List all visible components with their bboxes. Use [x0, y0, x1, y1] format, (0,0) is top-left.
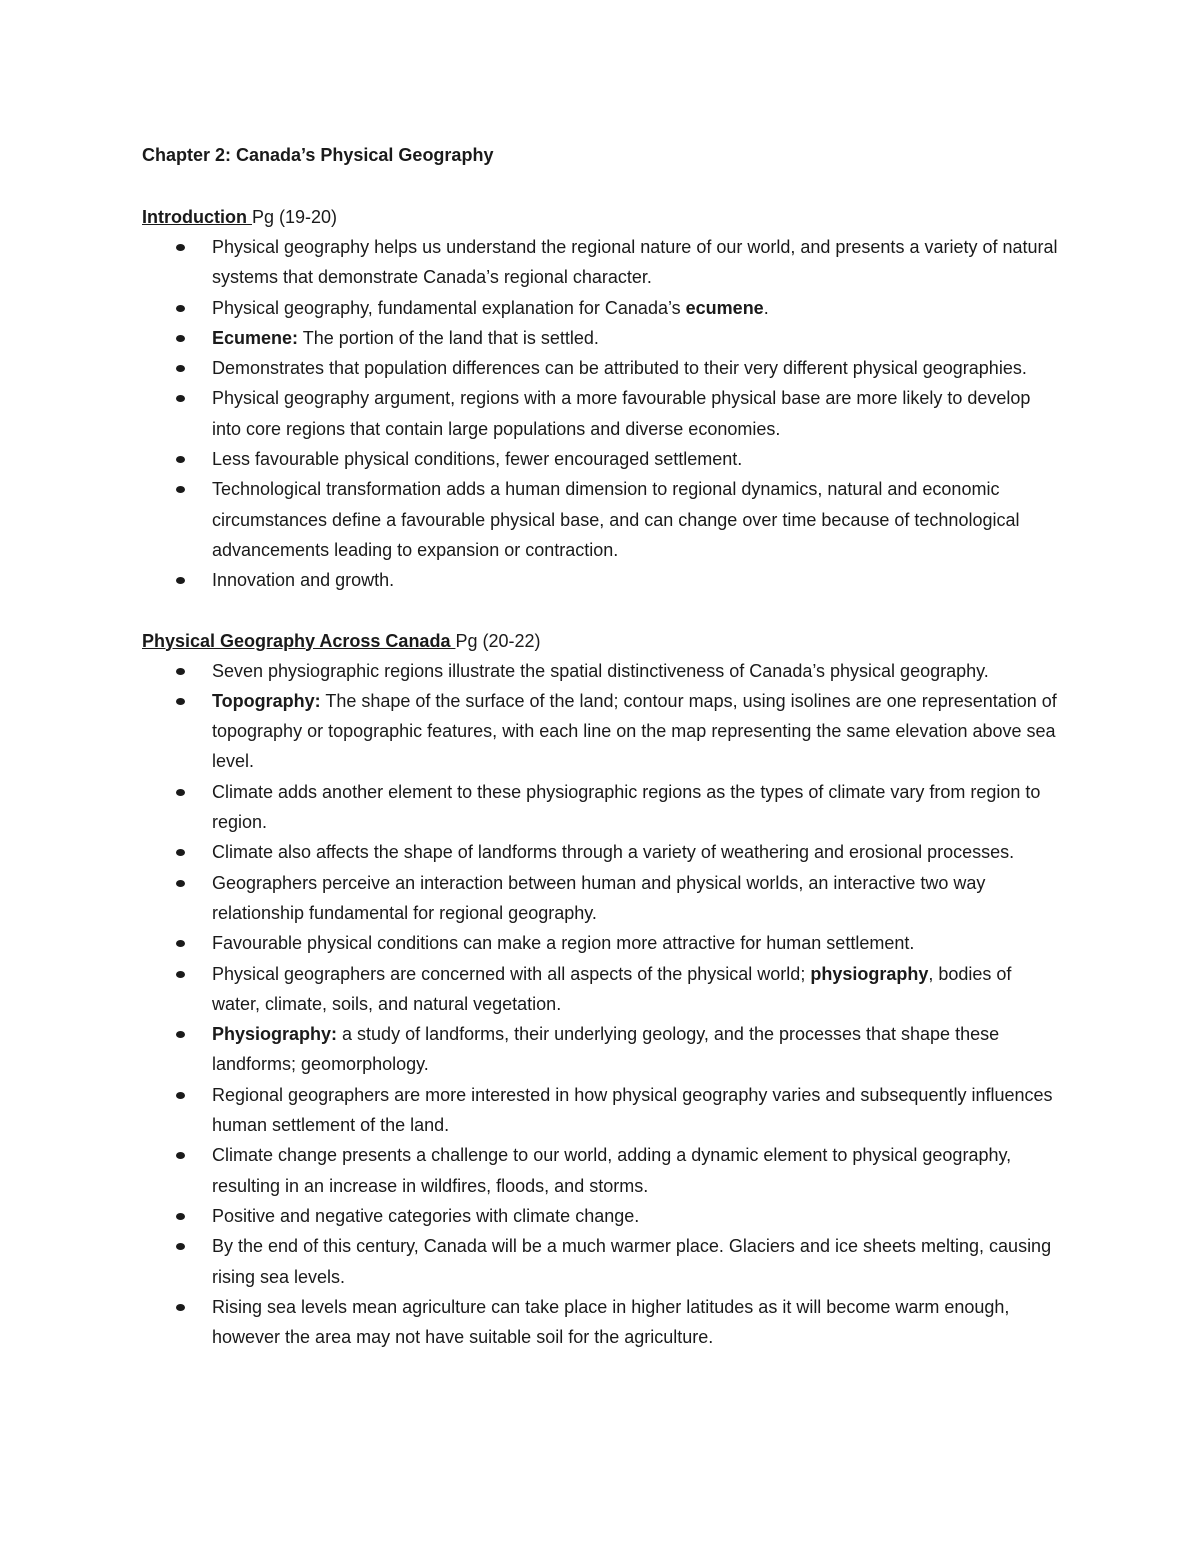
list-item — [142, 777, 1062, 838]
list-item — [142, 1201, 1062, 1231]
bullet-text-tail: . — [763, 297, 769, 318]
list-item — [142, 686, 1062, 777]
bullet-text: Positive and negative categories with climate change. — [212, 1205, 640, 1226]
bullet-list — [142, 232, 1062, 596]
list-item — [142, 868, 1062, 929]
section-heading — [142, 202, 1062, 232]
bullet-icon — [176, 244, 185, 251]
bullet-text: The portion of the land that is settled. — [298, 327, 599, 348]
list-item — [142, 837, 1062, 867]
section-gap — [142, 596, 1062, 626]
list-item — [142, 565, 1062, 595]
bullet-text: By the end of this century, Canada will be a much warmer place. Glaciers and ice sheets melting, causing rising sea levels. — [212, 1236, 1052, 1287]
bullet-icon — [176, 1092, 185, 1099]
bullet-icon — [176, 698, 185, 705]
list-item — [142, 656, 1062, 686]
bullet-text: The shape of the surface of the land; contour maps, using isolines are one representation of topography or topographic features, with each line on the map representing the same elevation above sea level. — [212, 690, 1057, 772]
section-title: Introduction — [142, 207, 247, 227]
list-item — [142, 474, 1062, 565]
spacer — [142, 174, 1062, 202]
bullet-icon — [176, 940, 185, 947]
bullet-icon — [176, 1031, 185, 1038]
bullet-icon — [176, 486, 185, 493]
bullet-text: Climate also affects the shape of landforms through a variety of weathering and erosional processes. — [212, 842, 1015, 863]
list-item — [142, 1080, 1062, 1141]
bullet-icon — [176, 668, 185, 675]
bullet-list — [142, 656, 1062, 1353]
bullet-icon — [176, 789, 185, 796]
bullet-icon — [176, 577, 185, 584]
section-title: Physical Geography Across Canada — [142, 630, 451, 651]
section-page-range: Pg (19-20) — [252, 207, 338, 227]
bullet-icon — [176, 1304, 185, 1311]
bullet-text: Demonstrates that population differences can be attributed to their very different physical geographies. — [212, 358, 1027, 379]
section-page-range: Pg (20-22) — [455, 630, 541, 651]
bullet-text: Physical geographers are concerned with all aspects of the physical world; — [212, 963, 811, 984]
bullet-text: Geographers perceive an interaction between human and physical worlds, an interactive two way relationship fundamental for regional geography. — [212, 872, 986, 923]
list-item — [142, 1019, 1062, 1080]
bullet-text: Physical geography, fundamental explanation for Canada’s — [212, 297, 686, 318]
list-item — [142, 1292, 1062, 1353]
bullet-icon — [176, 1152, 185, 1159]
list-item — [142, 928, 1062, 958]
list-item — [142, 353, 1062, 383]
list-item — [142, 232, 1062, 293]
bullet-text: Climate change presents a challenge to our world, adding a dynamic element to physical geography, resulting in an increase in wildfires, floods, and storms. — [212, 1145, 1012, 1196]
bullet-text: Favourable physical conditions can make a region more attractive for human settlement. — [212, 933, 915, 954]
term-label: Physiography: — [212, 1024, 338, 1045]
bullet-icon — [176, 305, 185, 312]
bullet-text: Physical geography helps us understand the regional nature of our world, and presents a variety of natural systems that demonstrate Canada’s regional character. — [212, 237, 1058, 288]
page-title: Chapter 2: Canada’s Physical Geography — [142, 145, 494, 165]
bold-term: physiography — [810, 963, 929, 984]
bullet-icon — [176, 395, 185, 402]
bullet-text: Physical geography argument, regions with a more favourable physical base are more likely to develop into core regions that contain large populations and diverse economies. — [212, 388, 1031, 439]
list-item — [142, 1231, 1062, 1292]
list-item — [142, 383, 1062, 444]
list-item — [142, 444, 1062, 474]
bold-term: ecumene — [685, 297, 764, 318]
list-item — [142, 293, 1062, 323]
bullet-icon — [176, 971, 185, 978]
sections-container — [142, 202, 1062, 1352]
bullet-text: Innovation and growth. — [212, 570, 395, 591]
bullet-icon — [176, 849, 185, 856]
section-heading — [142, 626, 1062, 656]
bullet-icon — [176, 456, 185, 463]
term-label: Topography: — [212, 690, 321, 711]
bullet-text: a study of landforms, their underlying geology, and the processes that shape these landforms; geomorphology. — [212, 1024, 1000, 1075]
bullet-text: Less favourable physical conditions, fewer encouraged settlement. — [212, 449, 743, 470]
bullet-icon — [176, 1243, 185, 1250]
bullet-text: Rising sea levels mean agriculture can take place in higher latitudes as it will become warm enough, however the area may not have suitable soil for the agriculture. — [212, 1296, 1010, 1348]
bullet-icon — [176, 1213, 185, 1220]
term-label: Ecumene: — [212, 327, 299, 348]
list-item — [142, 959, 1062, 1020]
bullet-icon — [176, 880, 185, 887]
document-body — [142, 140, 1062, 1352]
bullet-text: Seven physiographic regions illustrate the spatial distinctiveness of Canada’s physical geography. — [212, 660, 989, 681]
bullet-icon — [176, 335, 185, 342]
bullet-text: Regional geographers are more interested in how physical geography varies and subsequently influences human settlement of the land. — [212, 1084, 1053, 1136]
list-item — [142, 323, 1062, 353]
bullet-icon — [176, 365, 185, 372]
bullet-text: Technological transformation adds a human dimension to regional dynamics, natural and economic circumstances define a favourable physical base, and can change over time because of technological advancements leading to expansion or contraction. — [212, 479, 1020, 560]
list-item — [142, 1140, 1062, 1201]
bullet-text-tail: , bodies of water, climate, soils, and natural vegetation. — [212, 963, 1012, 1014]
bullet-text: Climate adds another element to these physiographic regions as the types of climate vary from region to region. — [212, 781, 1041, 833]
